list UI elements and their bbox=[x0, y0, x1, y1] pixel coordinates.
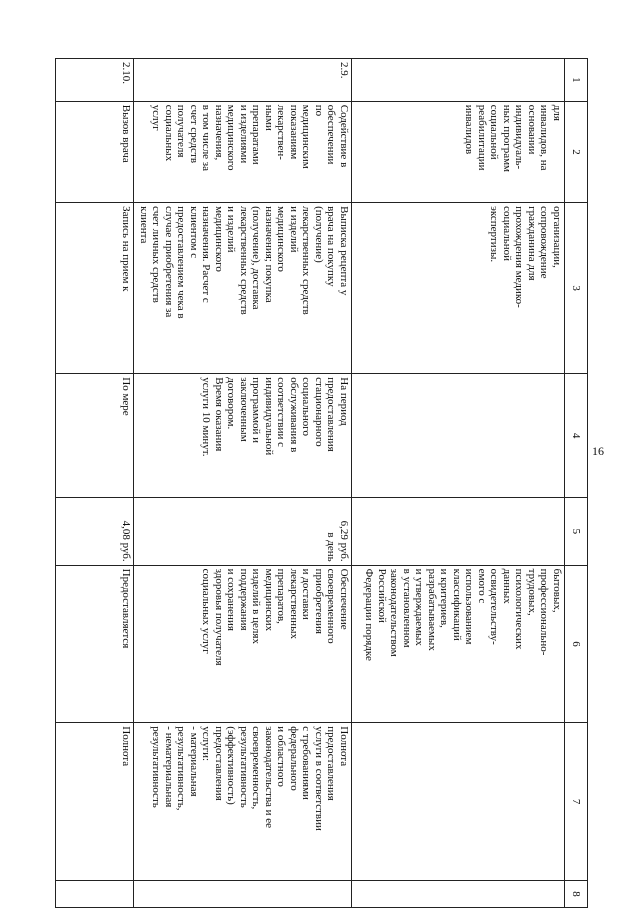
service-term-cell bbox=[134, 374, 352, 498]
row-number: 2.9. bbox=[338, 62, 350, 79]
service-price-cell bbox=[56, 498, 134, 566]
service-condition: Предоставляется bbox=[120, 568, 132, 649]
column-header: 8 bbox=[565, 880, 588, 907]
service-name-cell bbox=[134, 101, 352, 202]
service-content: Выписка рецепта у врача на покупку (получение) лекарственных средств и изделий медицинского назначения; покупка (получение), доставка лекарственных средств и изделий медицинского назначения. Расчет с клиентом с предоставлением чека в случае приобретения за счет личных средств клиента bbox=[138, 206, 350, 319]
services-table bbox=[55, 58, 588, 908]
service-term: По мере bbox=[120, 377, 132, 416]
service-price-cell bbox=[352, 498, 565, 566]
column-header: 3 bbox=[565, 203, 588, 374]
service-note-cell bbox=[352, 880, 565, 907]
column-header: 6 bbox=[565, 565, 588, 723]
service-term-cell bbox=[352, 374, 565, 498]
column-header: 1 bbox=[565, 59, 588, 102]
service-content-cell bbox=[352, 203, 565, 374]
service-quality-cell bbox=[134, 723, 352, 881]
table-row bbox=[352, 59, 565, 908]
column-header: 4 bbox=[565, 374, 588, 498]
row-number-cell bbox=[352, 59, 565, 102]
service-condition-cell bbox=[352, 565, 565, 723]
service-quality: Полнота предоставления услуги в соответствии с требованиями федерального и областного законодательства и ее своевременность, результативность (эффективность) предоставления услуги: - материальная результативность, - нематериальная результативность bbox=[150, 726, 350, 831]
column-number-row bbox=[565, 59, 588, 908]
service-condition: Обеспечение своевременного приобретения и доставки лекарственных препаратов, медицинских изделий в целях поддержания и сохранения здоровья получателя социальных услуг bbox=[200, 568, 350, 666]
service-condition-cell bbox=[56, 565, 134, 723]
service-condition: бытовых, профессионально- трудовых, психологических данных освидетельству- емого с использованием классификаций и критериев, разрабатываемых и утверждаемых в установленном законодательством Российской Федерации порядке bbox=[363, 568, 563, 661]
service-name: для инвалидов, на основании индивидуаль- ных программ социальной реабилитации инвалидов bbox=[463, 104, 563, 173]
service-price: 6,29 руб. в день bbox=[325, 520, 350, 562]
column-header: 2 bbox=[565, 101, 588, 202]
service-quality: Полнота bbox=[120, 726, 132, 767]
service-content-cell bbox=[134, 203, 352, 374]
service-name: Содействие в обеспечении по медицинским показаниям лекарствен- ными препаратами и изделиями медицинского назначения, в том числе за счет средств получателя социальных услуг bbox=[150, 104, 350, 172]
service-content: Запись на прием к bbox=[120, 206, 132, 292]
service-note-cell bbox=[56, 880, 134, 907]
service-name-cell bbox=[56, 101, 134, 202]
row-number-cell bbox=[134, 59, 352, 102]
rotated-page bbox=[53, 58, 588, 908]
table-row bbox=[56, 59, 134, 908]
service-quality-cell bbox=[352, 723, 565, 881]
column-header: 7 bbox=[565, 723, 588, 881]
column-header: 5 bbox=[565, 498, 588, 566]
service-term-cell bbox=[56, 374, 134, 498]
service-content-cell bbox=[56, 203, 134, 374]
service-name-cell bbox=[352, 101, 565, 202]
service-note-cell bbox=[134, 880, 352, 907]
service-term: На период предоставления стационарного социального обслуживания в соответствии с индивидуальной программой и заключенным договором. Время оказания услуги 10 минут. bbox=[200, 377, 350, 457]
table-row bbox=[134, 59, 352, 908]
service-content: организации, сопровождение гражданина для прохождения медико- социальной экспертизы. bbox=[488, 206, 563, 308]
service-price: 4,08 руб. bbox=[120, 520, 132, 562]
row-number-cell bbox=[56, 59, 134, 102]
service-name: Вызов врача bbox=[120, 104, 132, 163]
service-price-cell bbox=[134, 498, 352, 566]
service-quality-cell bbox=[56, 723, 134, 881]
row-number: 2.10. bbox=[120, 62, 132, 84]
page-number: 16 bbox=[592, 444, 604, 458]
service-condition-cell bbox=[134, 565, 352, 723]
